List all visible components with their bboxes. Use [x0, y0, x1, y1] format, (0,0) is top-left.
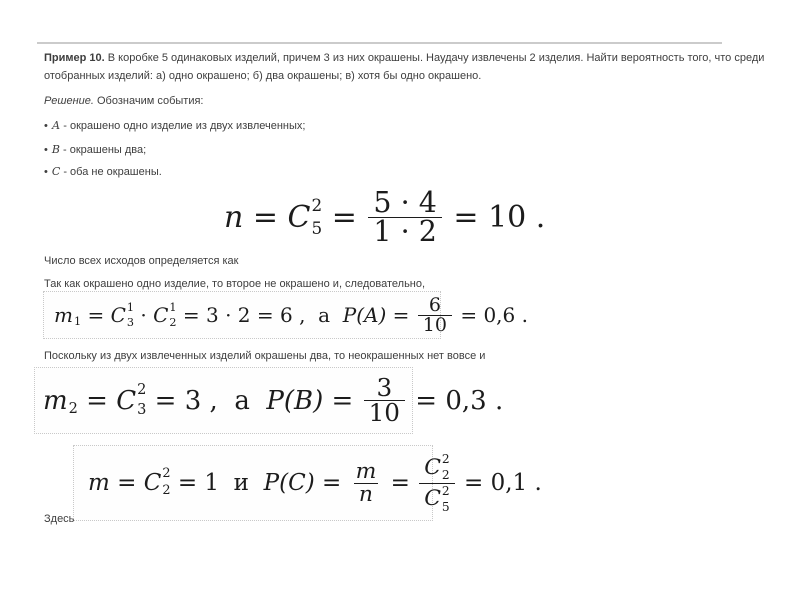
- math-scripts: [312, 197, 323, 236]
- math-sub: 1: [73, 315, 82, 329]
- math-text: =: [323, 385, 362, 416]
- math-scripts: [74, 302, 81, 327]
- math-fraction: [418, 293, 452, 336]
- math-denominator: [354, 483, 378, 505]
- math-scripted: [54, 302, 81, 327]
- math-scripts: [442, 485, 450, 514]
- math-sup: 2: [162, 465, 171, 481]
- top-divider: [37, 42, 722, 44]
- math-text: 5 · 4: [373, 186, 437, 220]
- event-letter: В: [51, 143, 60, 156]
- math-text: 10: [368, 398, 401, 427]
- math-text: =: [386, 303, 416, 327]
- math-scripted: [143, 465, 171, 499]
- event-letter: С: [51, 165, 61, 178]
- math-scripted: [424, 453, 450, 482]
- math-scripted: [43, 384, 78, 417]
- math-sup: 1: [126, 300, 135, 314]
- math-var: P(C): [263, 470, 315, 496]
- math-var: n: [358, 481, 373, 507]
- math-denominator: [418, 315, 452, 335]
- math-base: m: [43, 385, 68, 416]
- math-scripted: [288, 197, 323, 236]
- math-numerator: [419, 452, 455, 483]
- formula-m1-pa: [54, 292, 528, 338]
- event-item-b: [44, 142, 146, 158]
- event-text: - окрашены два;: [59, 144, 147, 156]
- math-text: =: [314, 470, 349, 496]
- math-scripts: [137, 383, 146, 417]
- event-text: - окрашено одно изделие из двух извлеченных;: [60, 120, 306, 132]
- math-sub: 2: [68, 400, 78, 418]
- math-base: C: [424, 486, 441, 512]
- math-text: 6: [428, 293, 441, 316]
- math-text: =: [322, 199, 367, 235]
- math-sub: 5: [311, 217, 323, 238]
- formula-box-m: [73, 445, 542, 521]
- math-base: C: [110, 303, 126, 327]
- event-text: - оба не окрашены.: [60, 166, 162, 178]
- math-scripts: [169, 302, 176, 328]
- math-numerator: [368, 186, 441, 220]
- problem-number: Пример 10.: [44, 52, 105, 64]
- event-item-c: [44, 164, 162, 180]
- math-scripts: [127, 302, 134, 328]
- math-text: 1 · 2: [373, 214, 437, 248]
- caption-case-b: [44, 349, 485, 364]
- math-scripted: [116, 383, 146, 417]
- math-scripts: [69, 384, 78, 417]
- math-scripted: [153, 302, 176, 328]
- math-sup: 2: [441, 451, 450, 466]
- formula-m-pc: [88, 446, 542, 520]
- math-text: = 1 и: [170, 470, 264, 496]
- caption-case-a: [44, 277, 425, 292]
- math-denominator: [419, 483, 455, 515]
- footer-word-text: Здесь: [44, 513, 75, 525]
- math-sub: 2: [441, 468, 450, 483]
- event-item-a: [44, 118, 305, 134]
- math-text: =: [109, 470, 144, 496]
- math-fraction: [351, 459, 382, 507]
- caption-case-a-text: Так как окрашено одно изделие, то второе не окрашено и, следовательно,: [44, 278, 426, 290]
- math-text: =: [243, 199, 288, 235]
- event-letter: А: [51, 119, 61, 132]
- math-text: 3: [376, 373, 393, 403]
- math-var: m: [355, 459, 377, 485]
- math-scripts: [442, 453, 450, 482]
- math-text: = 3 · 2 = 6 , а: [176, 303, 343, 327]
- math-var: P(A): [342, 303, 387, 327]
- math-scripted: [111, 302, 134, 328]
- caption-outcomes-text: Число всех исходов определяется как: [44, 255, 239, 267]
- math-base: C: [116, 385, 137, 416]
- math-base: C: [287, 199, 311, 235]
- math-sub: 3: [137, 401, 147, 419]
- bullet-icon: •: [44, 120, 48, 132]
- math-sub: 3: [126, 315, 135, 329]
- formula-m2-pb: [43, 368, 503, 433]
- math-base: C: [424, 454, 441, 480]
- math-numerator: [351, 459, 382, 485]
- problem-text-2: отобранных изделий: а) одно окрашено; б) два окрашены; в) хотя бы одно окрашено.: [44, 70, 482, 82]
- math-text: =: [77, 385, 117, 416]
- bullet-icon: •: [44, 144, 48, 156]
- math-sup: 1: [169, 300, 177, 314]
- formula-box-m2: [34, 367, 504, 434]
- solution-heading: [44, 94, 203, 109]
- math-sub: 5: [441, 500, 450, 515]
- math-text: ·: [134, 303, 154, 327]
- math-numerator: [371, 373, 397, 403]
- math-base: C: [153, 303, 169, 327]
- bullet-icon: •: [44, 166, 48, 178]
- problem-text-1: В коробке 5 одинаковых изделий, причем 3 из них окрашены. Наудачу извлечены 2 изделия. Найти вероятность того, что среди: [104, 52, 765, 64]
- math-text: = 3 , а: [146, 385, 267, 416]
- math-text: =: [383, 470, 418, 496]
- math-fraction: [364, 373, 405, 427]
- math-var: P(B): [266, 385, 324, 416]
- math-text: =: [81, 303, 111, 327]
- caption-outcomes: [44, 254, 238, 269]
- footer-word: [44, 512, 74, 527]
- math-scripted: [424, 485, 450, 514]
- math-scripts: [162, 465, 171, 499]
- formula-total-outcomes: [224, 188, 545, 246]
- math-base: C: [143, 470, 162, 496]
- math-numerator: [424, 293, 446, 316]
- math-denominator: [364, 400, 405, 425]
- math-base: m: [54, 303, 73, 327]
- math-text: = 0,3 .: [407, 385, 504, 416]
- solution-rest: Обозначим события:: [93, 95, 204, 107]
- solution-label: Решение.: [44, 95, 94, 107]
- problem-line-1: [44, 51, 764, 66]
- math-text: = 0,6 .: [453, 303, 528, 327]
- math-text: = 10 .: [443, 199, 546, 235]
- math-sub: 2: [169, 315, 177, 329]
- math-sup: 2: [441, 483, 450, 498]
- math-fraction: [368, 186, 441, 248]
- math-sup: 2: [311, 195, 323, 216]
- caption-case-b-text: Поскольку из двух извлеченных изделий окрашены два, то неокрашенных нет вовсе и: [44, 350, 486, 362]
- formula-box-m1: [43, 291, 528, 339]
- math-var: m: [88, 470, 110, 496]
- math-denominator: [368, 214, 441, 248]
- math-var: n: [224, 199, 244, 235]
- math-text: 10: [422, 313, 447, 336]
- problem-line-2: [44, 69, 481, 84]
- math-sup: 2: [137, 381, 147, 399]
- math-text: = 0,1 .: [456, 470, 542, 496]
- math-fraction: [419, 452, 455, 515]
- math-sub: 2: [162, 483, 171, 499]
